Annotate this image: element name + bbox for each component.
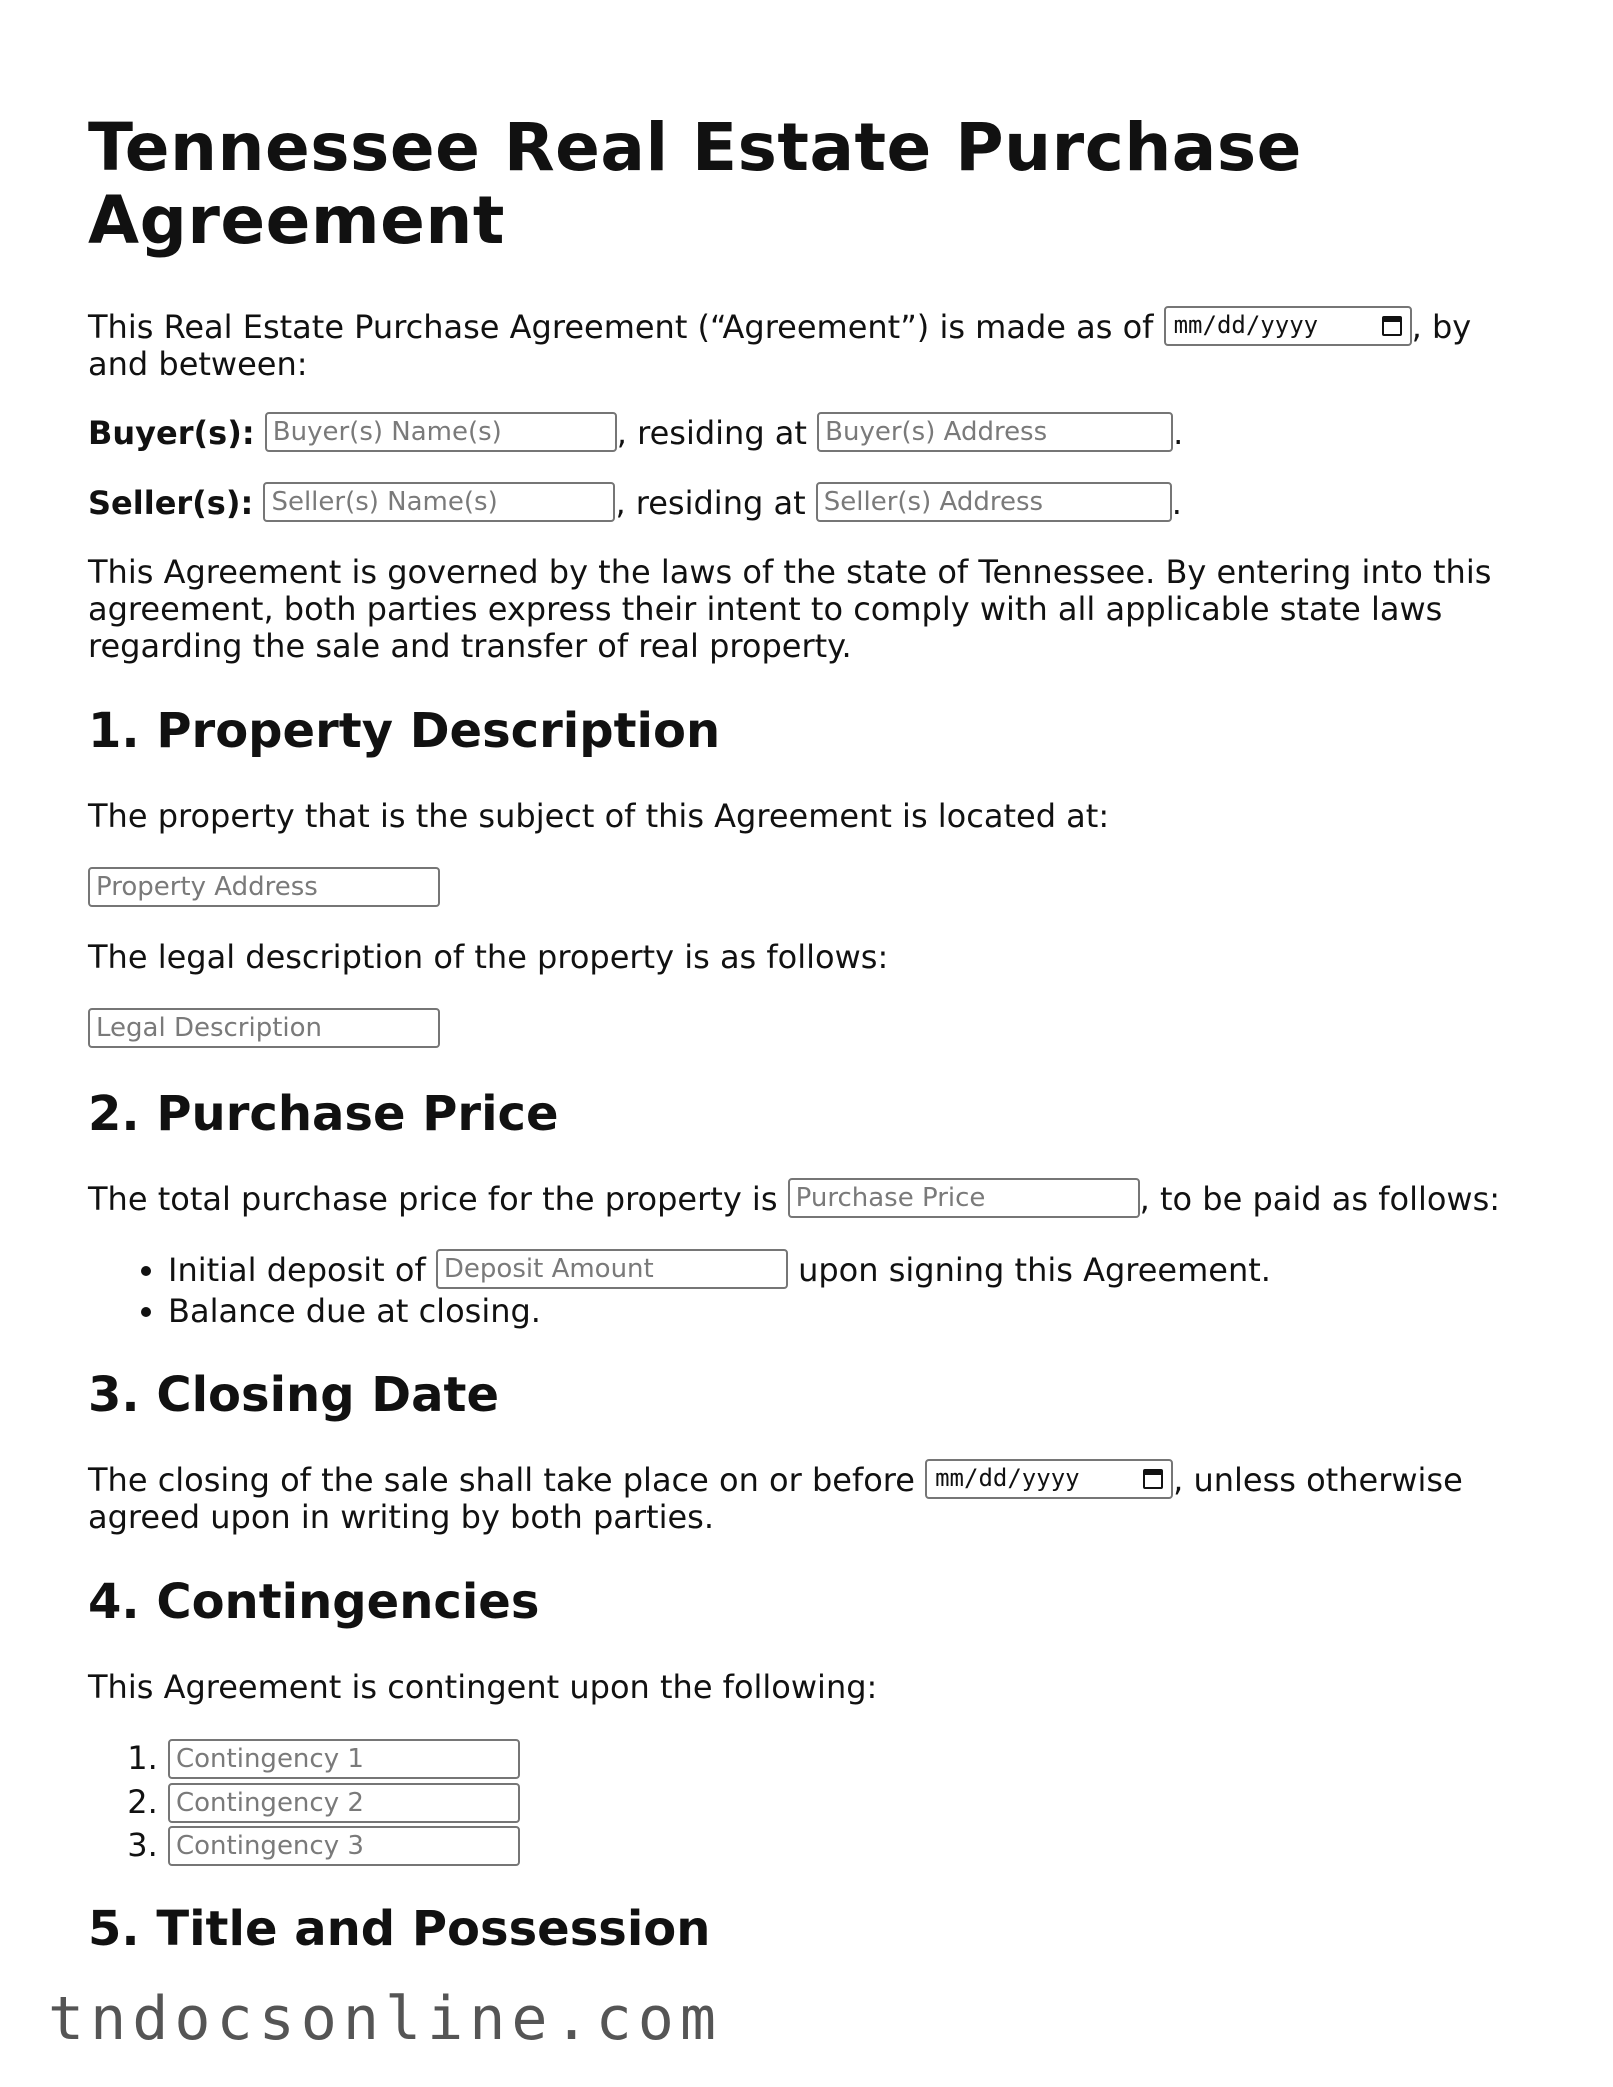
seller-period: . — [1171, 483, 1182, 522]
legal-description-text: The legal description of the property is as follows: — [88, 937, 889, 976]
price-text-after: , to be paid as follows: — [1139, 1179, 1501, 1218]
buyer-label: Buyer(s): — [88, 414, 255, 453]
purchase-price-input[interactable] — [788, 1178, 1140, 1218]
section-1-heading: 1. Property Description — [88, 702, 721, 759]
deposit-text: Initial deposit of — [168, 1250, 426, 1289]
intro-text-after: , by and between: — [88, 308, 1472, 384]
contingencies-text: This Agreement is contingent upon the following: — [88, 1667, 878, 1706]
list-item — [168, 1825, 1538, 1867]
contingency-3-input[interactable] — [168, 1826, 520, 1866]
seller-line — [88, 485, 1538, 522]
closing-text-after: , unless otherwise agreed upon in writing by both parties. — [88, 1460, 1463, 1536]
list-item — [168, 1250, 1538, 1292]
deposit-text-after: upon signing this Agreement. — [798, 1250, 1271, 1289]
deposit-amount-input[interactable] — [436, 1249, 788, 1289]
page-title: Tennessee Real Estate Purchase Agreement — [88, 109, 1302, 259]
property-located-text: The property that is the subject of this Agreement is located at: — [88, 796, 1110, 835]
seller-address-input[interactable] — [816, 482, 1172, 522]
legal-description-input[interactable] — [88, 1008, 440, 1048]
section-3-heading: 3. Closing Date — [88, 1367, 499, 1424]
watermark: tndocsonline.com — [48, 1984, 722, 2054]
agreement-page — [88, 109, 1538, 1996]
list-item — [168, 1782, 1538, 1824]
property-address-input[interactable] — [88, 867, 440, 907]
contingency-2-input[interactable] — [168, 1783, 520, 1823]
buyer-name-input[interactable] — [265, 412, 617, 452]
contingency-list — [88, 1738, 1538, 1867]
closing-date-placeholder: mm/dd/yyyy — [935, 1463, 1080, 1492]
calendar-icon[interactable] — [1143, 1469, 1163, 1489]
price-text: The total purchase price for the property is — [88, 1179, 778, 1218]
purchase-price-line — [88, 1181, 1538, 1218]
calendar-icon[interactable] — [1382, 316, 1402, 336]
governing-law-paragraph: This Agreement is governed by the laws of the state of Tennessee. By entering into this agreement, both parties express their intent to comply with all applicable state laws regarding the sale and transfer of real property. — [88, 552, 1492, 665]
payment-list — [88, 1250, 1538, 1333]
closing-date-line — [88, 1462, 1538, 1536]
intro-paragraph — [88, 309, 1538, 383]
seller-residing-text: , residing at — [615, 483, 806, 522]
closing-date-input[interactable] — [925, 1459, 1173, 1499]
buyer-residing-text: , residing at — [616, 414, 807, 453]
section-5-heading: 5. Title and Possession — [88, 1900, 711, 1957]
closing-text: The closing of the sale shall take place on or before — [88, 1460, 915, 1499]
contingency-1-input[interactable] — [168, 1739, 520, 1779]
buyer-line — [88, 415, 1538, 452]
section-2-heading: 2. Purchase Price — [88, 1085, 559, 1142]
buyer-period: . — [1173, 414, 1184, 453]
list-item — [168, 1738, 1538, 1780]
buyer-address-input[interactable] — [817, 412, 1173, 452]
seller-name-input[interactable] — [263, 482, 615, 522]
agreement-date-input[interactable] — [1164, 306, 1412, 346]
seller-label: Seller(s): — [88, 483, 254, 522]
section-4-heading: 4. Contingencies — [88, 1574, 540, 1631]
agreement-date-placeholder: mm/dd/yyyy — [1173, 311, 1319, 340]
list-item: • Balance due at closing. — [168, 1291, 1538, 1333]
intro-text: This Real Estate Purchase Agreement (“Agreement”) is made as of — [88, 308, 1154, 347]
